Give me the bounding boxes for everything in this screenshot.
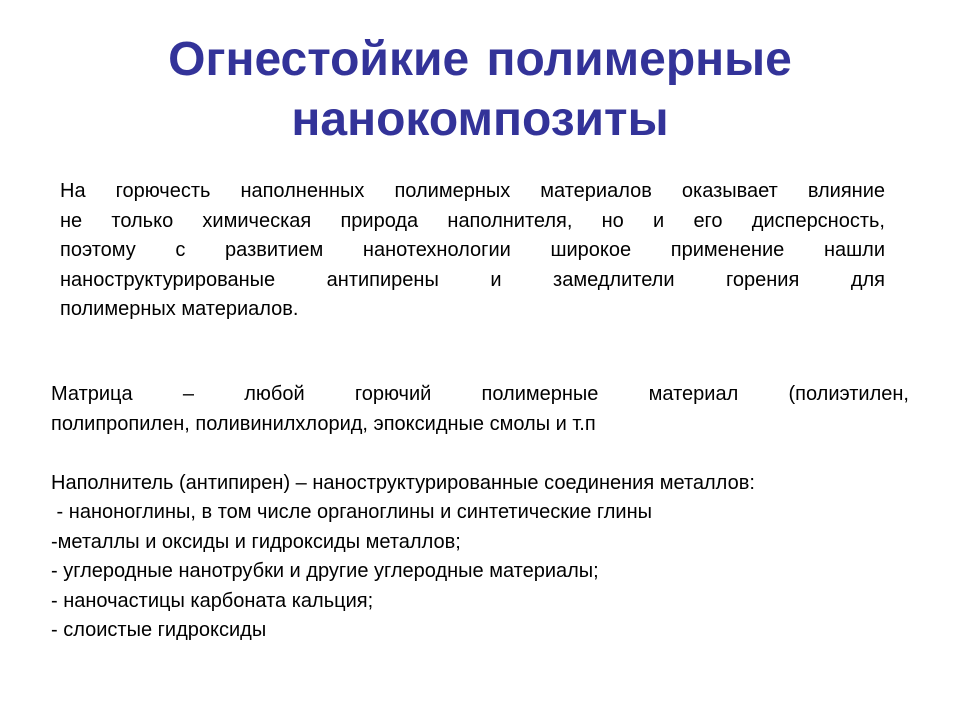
intro-line: На горючесть наполненных полимерных материалов оказывает влияние — [60, 180, 885, 202]
intro-line: наноструктурированые антипирены и замедлители горения для — [60, 268, 885, 291]
intro-line: полимерных материалов. — [60, 298, 299, 320]
slide-title — [60, 30, 900, 150]
matrix-paragraph — [51, 380, 909, 439]
slide-title-line-2: нанокомпозиты — [291, 93, 669, 146]
matrix-line: полипропилен, поливинилхлорид, эпоксидные смолы и т.п — [51, 412, 596, 435]
filler-section — [51, 469, 909, 646]
matrix-line: Матрица – любой горючий полимерные материал (полиэтилен, — [51, 383, 909, 405]
content-block — [51, 380, 909, 646]
slide-title-line-1: Огнестойкие полимерные — [168, 33, 792, 86]
filler-list-item: - наноноглины, в том числе органоглины и синтетические глины — [51, 501, 652, 523]
filler-list-item: - углеродные нанотрубки и другие углеродные материалы; — [51, 560, 599, 582]
paragraph-gap — [51, 439, 909, 469]
intro-line: поэтому с развитием нанотехнологии широкое применение нашли — [60, 239, 885, 261]
filler-list-item: - наночастицы карбоната кальция; — [51, 589, 374, 612]
filler-list-item: - слоистые гидроксиды — [51, 619, 267, 641]
intro-paragraph — [60, 177, 885, 325]
filler-heading: Наполнитель (антипирен) – наноструктурированные соединения металлов: — [51, 471, 755, 494]
intro-line: не только химическая природа наполнителя, но и его дисперсность, — [60, 209, 885, 232]
filler-list-item: -металлы и оксиды и гидроксиды металлов; — [51, 530, 461, 553]
